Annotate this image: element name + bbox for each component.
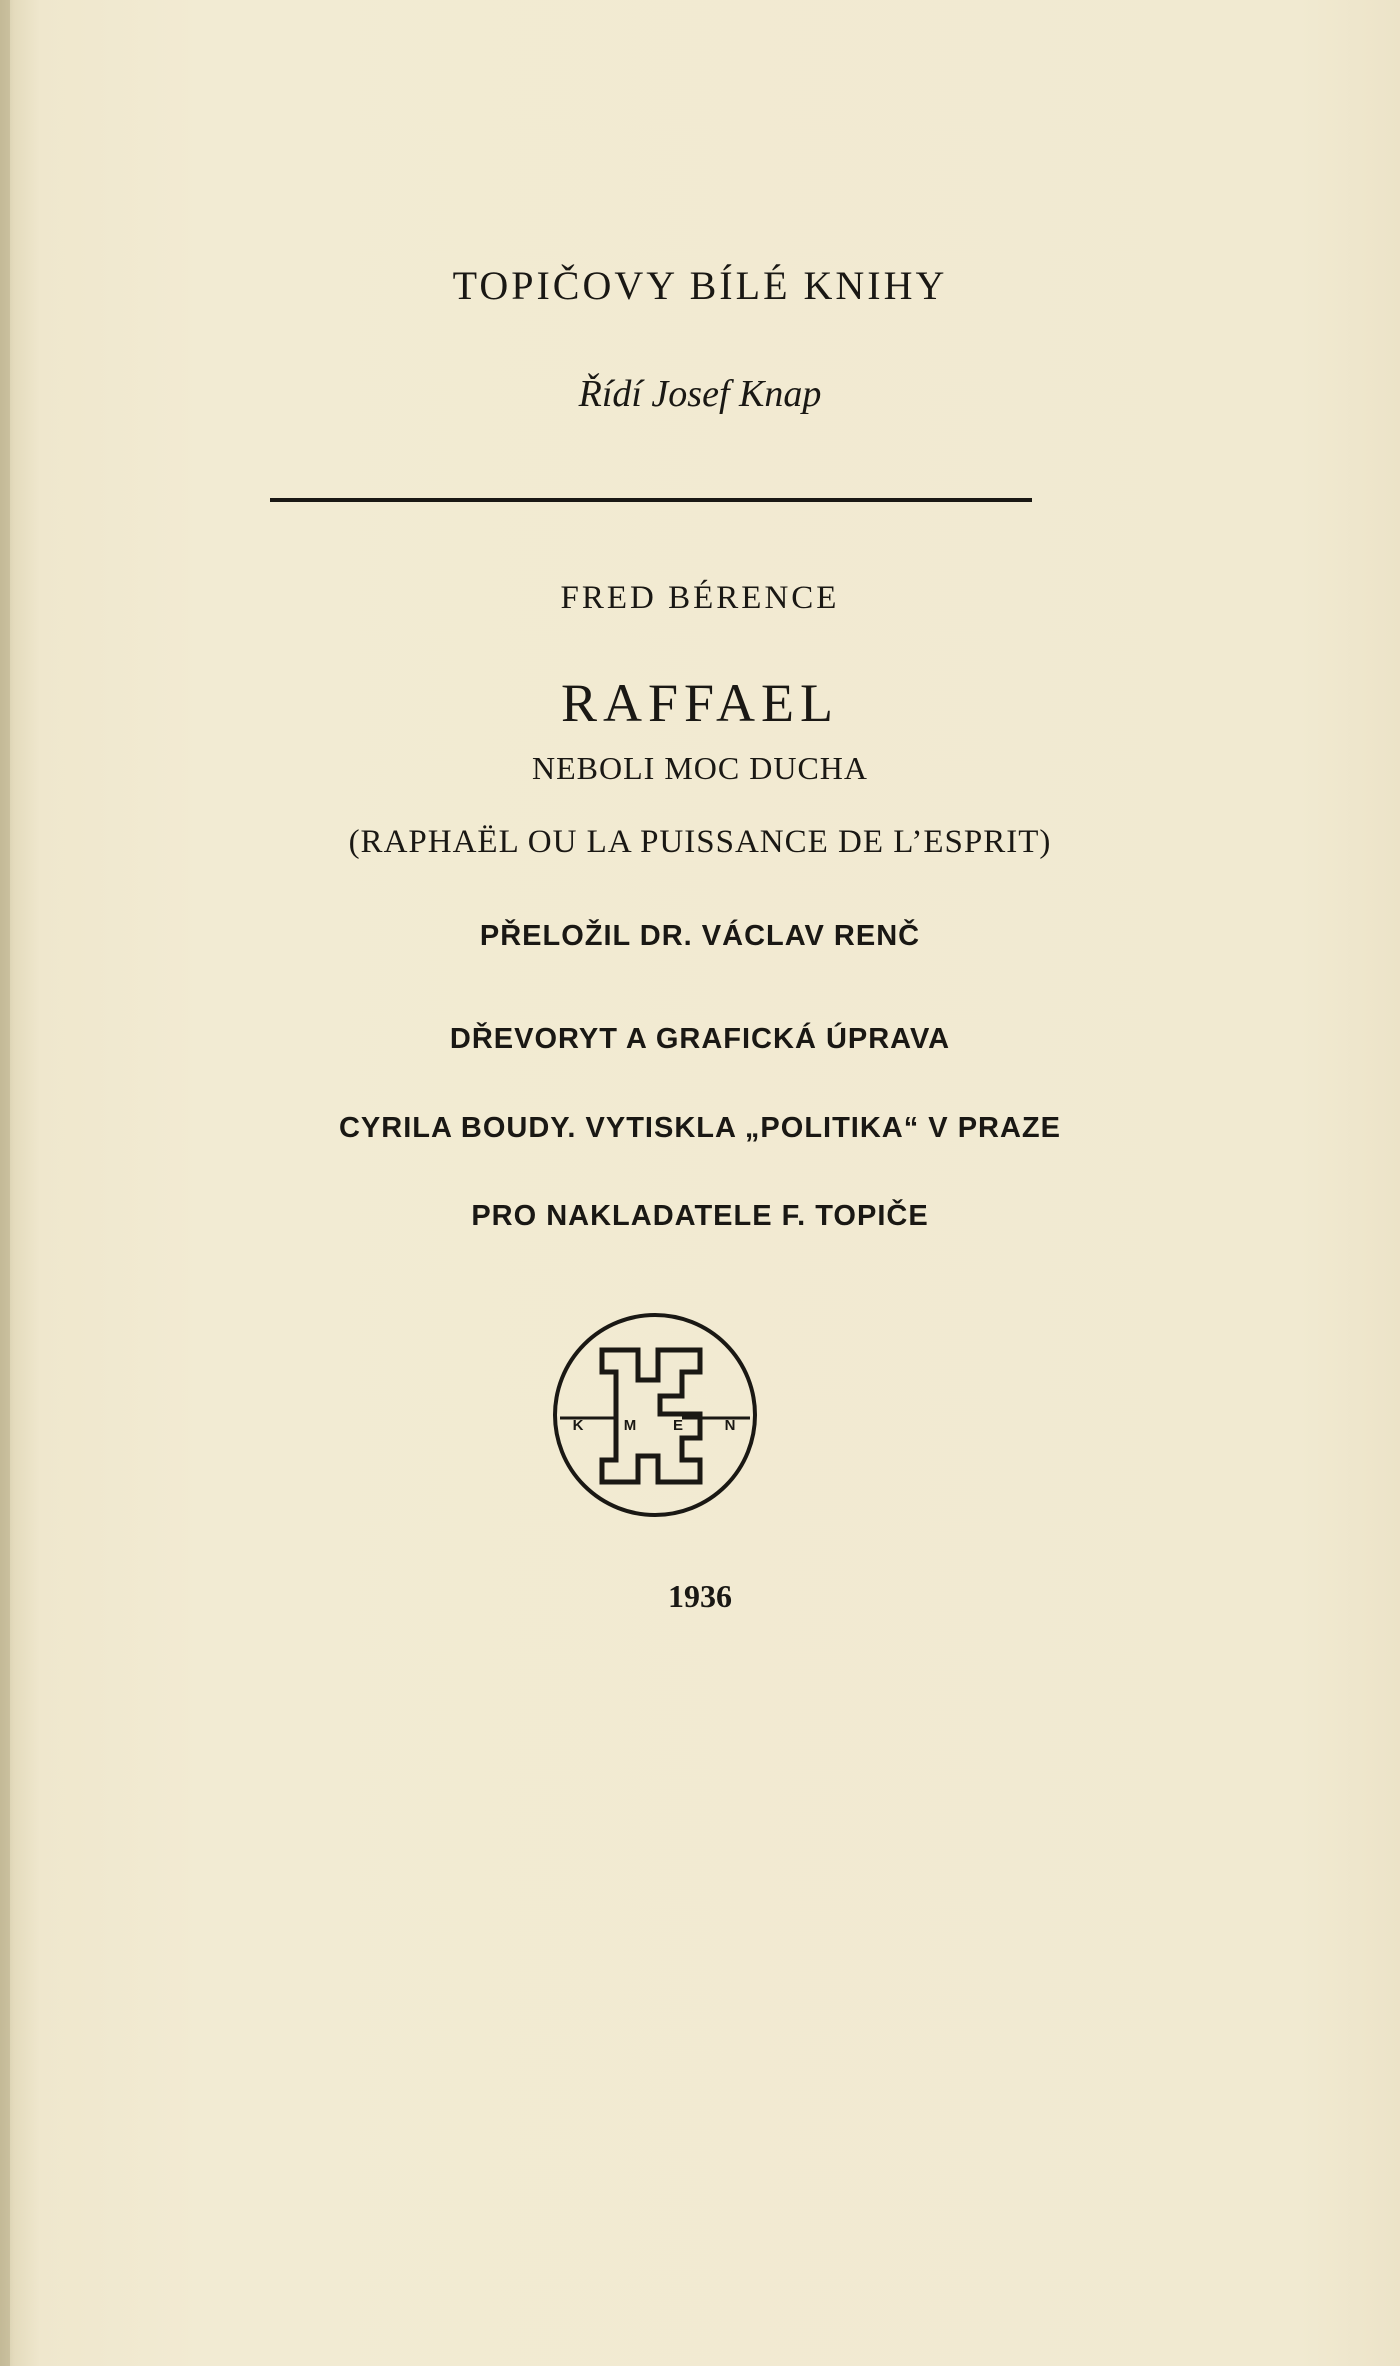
publisher-logo-icon: [550, 1310, 760, 1520]
series-title: TOPIČOVY BÍLÉ KNIHY: [452, 263, 948, 308]
original-title: (RAPHAËL OU LA PUISSANCE DE L’ESPRIT): [348, 824, 1052, 860]
author-name: FRED BÉRENCE: [560, 580, 840, 616]
translator-line: PŘELOŽIL DR. VÁCLAV RENČ: [479, 920, 921, 952]
logo-letter: K: [572, 1417, 584, 1434]
book-title: RAFFAEL: [560, 673, 840, 733]
publication-year: 1936: [668, 1578, 732, 1614]
woodcut-credit-line: DŘEVORYT A GRAFICKÁ ÚPRAVA: [449, 1023, 951, 1055]
logo-letter: N: [724, 1417, 736, 1434]
page-spine-shadow: [0, 0, 10, 2366]
book-subtitle: NEBOLI MOC DUCHA: [532, 750, 868, 786]
series-editor: Řídí Josef Knap: [578, 373, 822, 415]
divider-rule: [270, 498, 1032, 502]
publisher-line: PRO NAKLADATELE F. TOPIČE: [471, 1200, 929, 1232]
logo-letter: M: [623, 1417, 637, 1434]
printer-line: CYRILA BOUDY. VYTISKLA „POLITIKA“ V PRAZE: [338, 1112, 1061, 1144]
logo-letter: E: [672, 1417, 684, 1434]
